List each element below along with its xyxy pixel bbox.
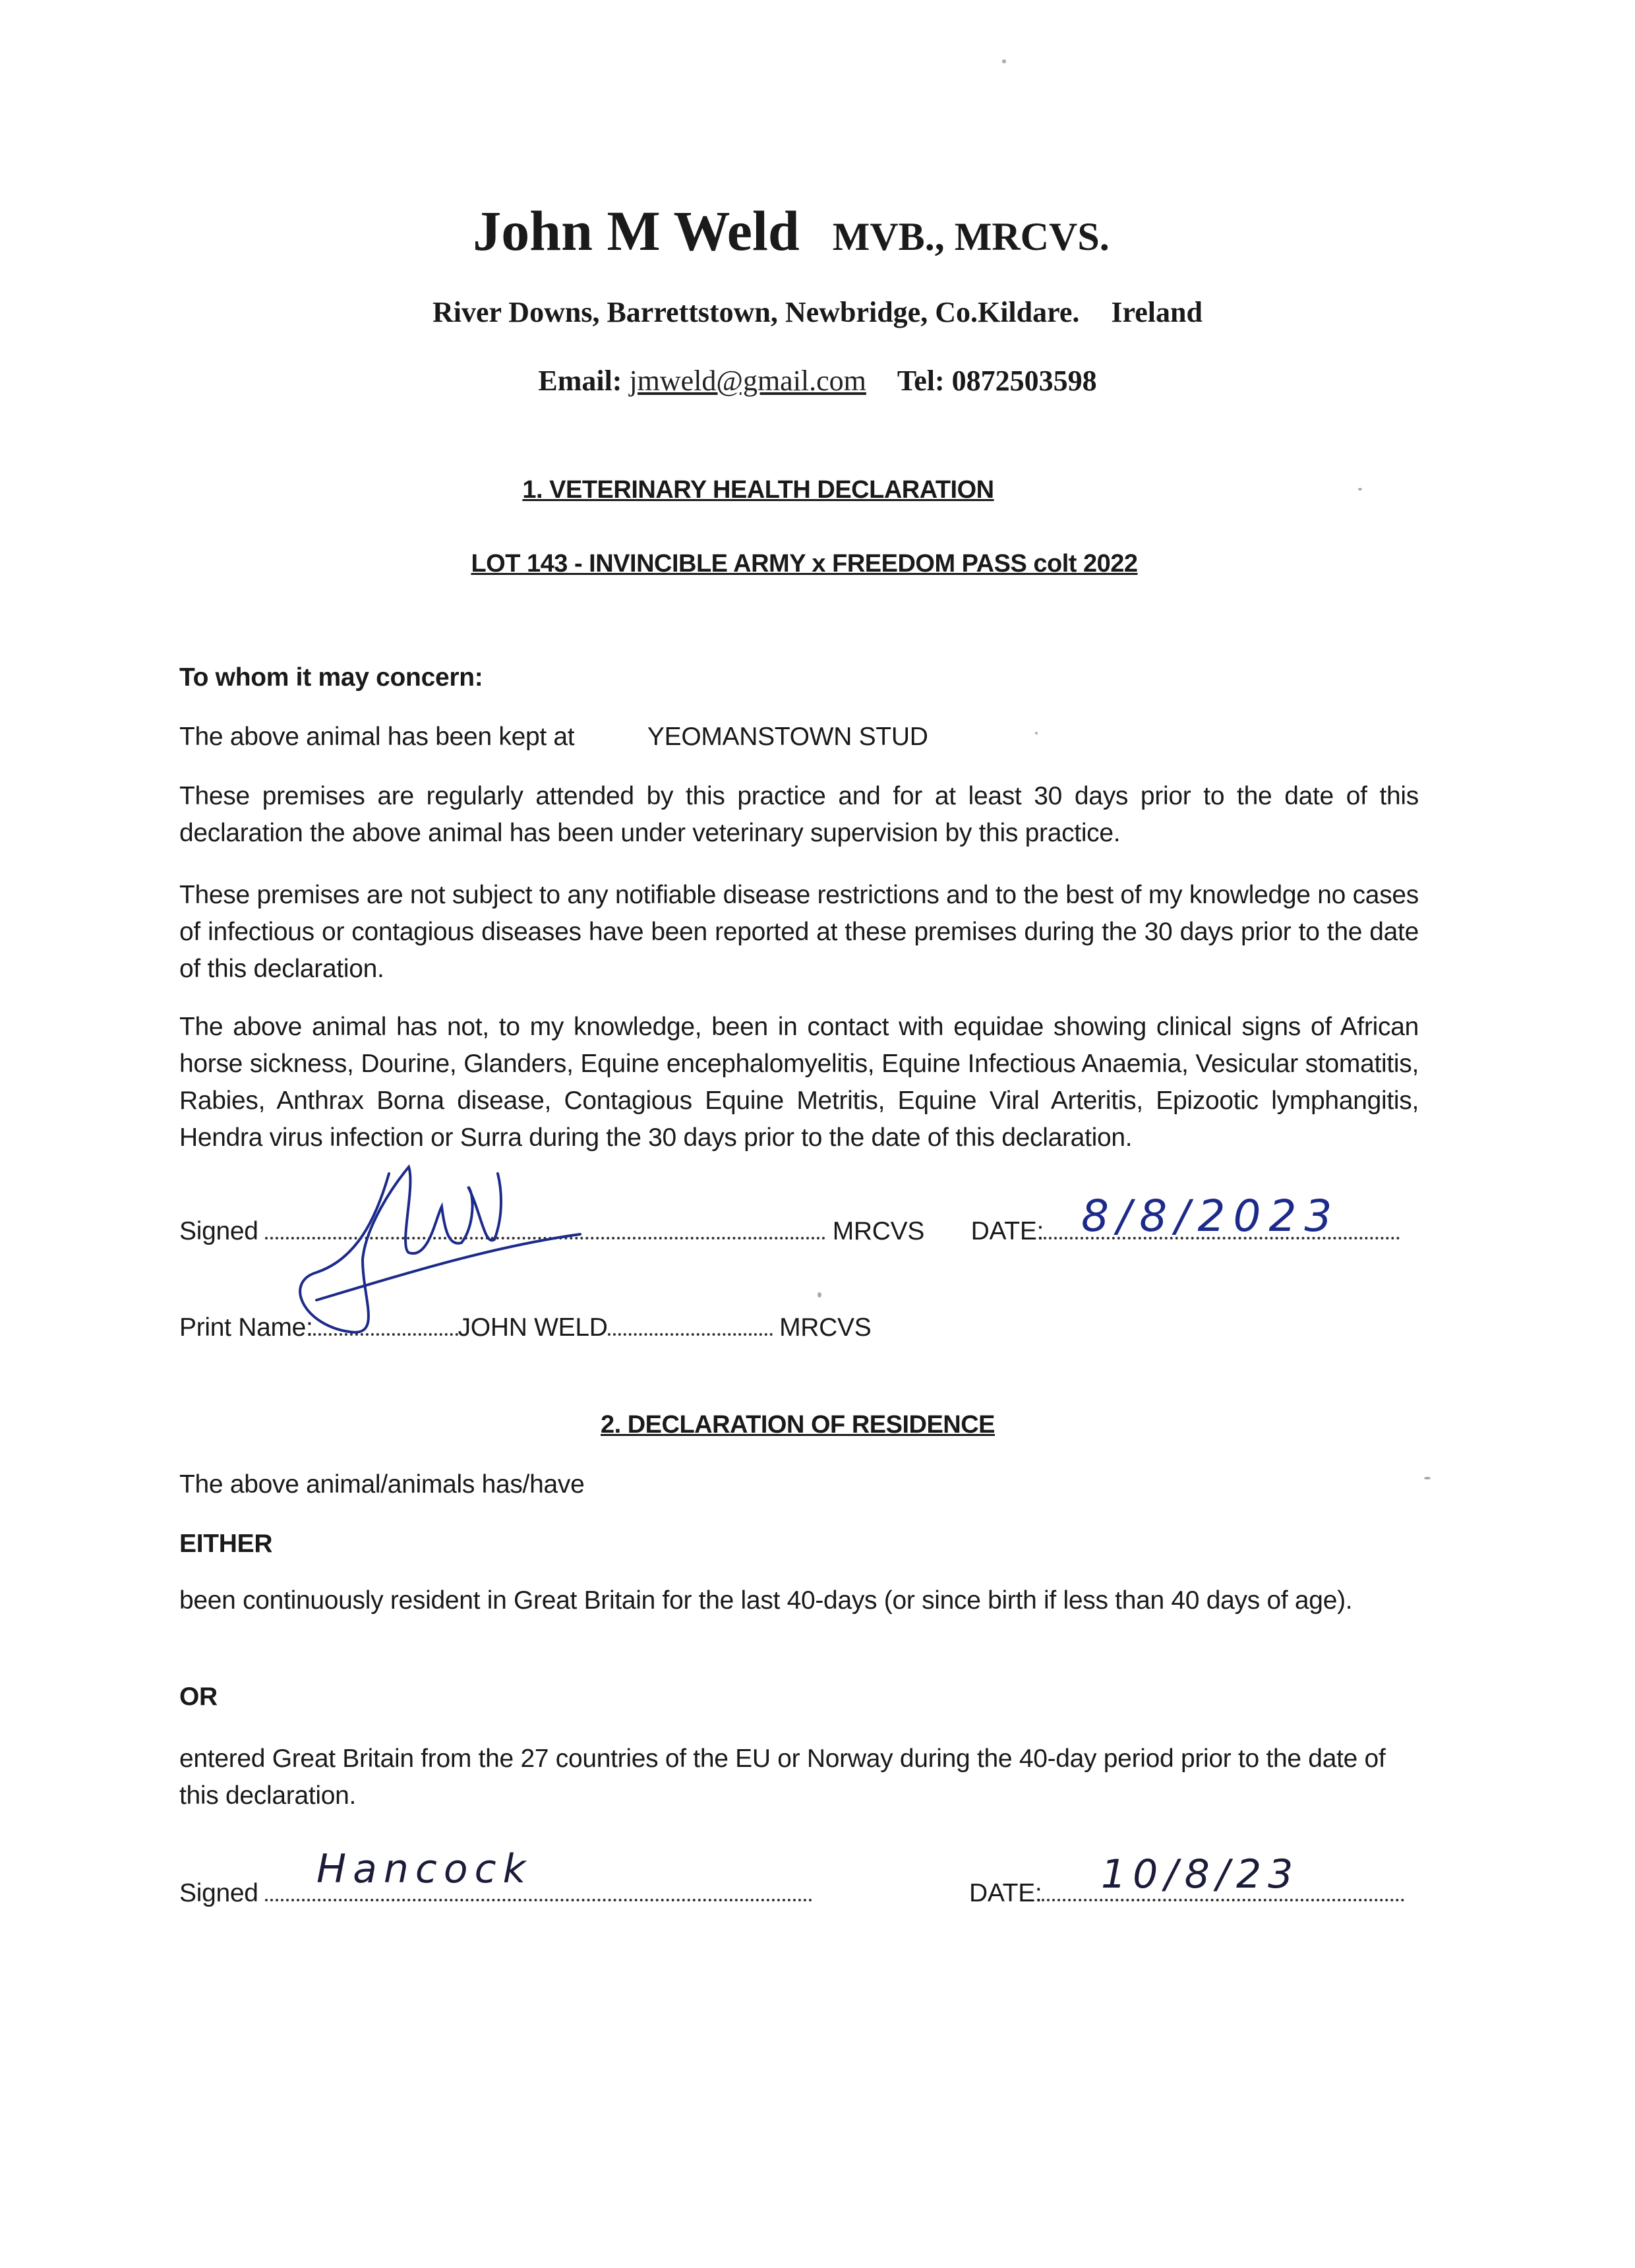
scan-speck (818, 1292, 821, 1298)
section2-title: 2. DECLARATION OF RESIDENCE (600, 1411, 996, 1439)
para-restrictions: These premises are not subject to any notifiable disease restrictions and to the best of my knowledge no cases of infectious or contagious diseases have been reported at these premises during the 30 days prior to the date of this declaration. (179, 881, 1419, 983)
letterhead-contact (0, 364, 1635, 398)
date-label-2: DATE: (969, 1879, 1042, 1907)
date-label-1: DATE: (970, 1217, 1044, 1245)
option-resident: been continuously resident in Great Britain for the last 40-days (or since birth if less than 40 days of age). (179, 1586, 1353, 1615)
address-text: River Downs, Barrettstown, Newbridge, Co.Kildare. (432, 296, 1080, 328)
print-name-value: JOHN WELD (458, 1313, 608, 1342)
date-handwritten-2: 10/8/23 (1101, 1851, 1300, 1897)
letterhead-name (0, 198, 1582, 264)
option-entered: entered Great Britain from the 27 countries of the EU or Norway during the 40-day period prior to the date of this declaration. (179, 1745, 1386, 1810)
vet-signature-stroke (300, 1167, 580, 1332)
kept-at-value: YEOMANSTOWN STUD (647, 723, 928, 751)
print-name-dots-a (313, 1311, 458, 1336)
either-label: EITHER (179, 1530, 273, 1558)
vet-qualifications: MVB., MRCVS. (832, 215, 1110, 258)
letterhead-address (0, 295, 1635, 329)
kept-at-line (179, 723, 928, 752)
address-country: Ireland (1111, 296, 1203, 328)
signed-mrcvs: MRCVS (832, 1217, 925, 1245)
scan-speck (1424, 1477, 1431, 1479)
or-label: OR (179, 1683, 218, 1711)
email-label: Email: (538, 365, 622, 397)
signed-label-1: Signed (179, 1217, 258, 1245)
print-name-dots-b (608, 1311, 773, 1336)
para-supervision: These premises are regularly attended by this practice and for at least 30 days prior to the date of this declaration the above animal has been under veterinary supervision by this practice. (179, 782, 1419, 847)
section1-title: 1. VETERINARY HEALTH DECLARATION (522, 476, 994, 504)
email-link[interactable]: jmweld@gmail.com (629, 365, 866, 397)
salutation: To whom it may concern: (179, 663, 483, 692)
print-name-mrcvs: MRCVS (779, 1313, 872, 1342)
print-name-label: Print Name: (179, 1313, 313, 1342)
print-name-line (179, 1311, 871, 1342)
lot-title: LOT 143 - INVINCIBLE ARMY x FREEDOM PASS colt 2022 (471, 550, 1138, 578)
scan-speck (1358, 488, 1362, 491)
para-diseases: The above animal has not, to my knowledge, been in contact with equidae showing clinical signs of African horse sickness, Dourine, Glanders, Equine encephalomyelitis, Equine Infectious Anaemia, Vesicular stomatitis, Rabies, Anthrax Borna disease, Contagious Equine Metritis, Equine Viral Arteritis, Epizootic lymphangitis, Hendra virus infection or Surra during the 30 days prior to the date of this declaration. (179, 1013, 1419, 1152)
owner-signature: Hancock (316, 1846, 533, 1892)
kept-at-label: The above animal has been kept at (179, 723, 575, 751)
tel-value: 0872503598 (951, 365, 1097, 397)
scan-speck (1035, 732, 1038, 734)
vet-name: John M Weld (473, 199, 800, 262)
residence-intro: The above animal/animals has/have (179, 1470, 585, 1499)
date-handwritten-1: 8/8/2023 (1081, 1191, 1340, 1241)
signed-label-2: Signed (179, 1879, 258, 1907)
scan-speck (1002, 59, 1006, 63)
tel-label: Tel: (897, 365, 945, 397)
